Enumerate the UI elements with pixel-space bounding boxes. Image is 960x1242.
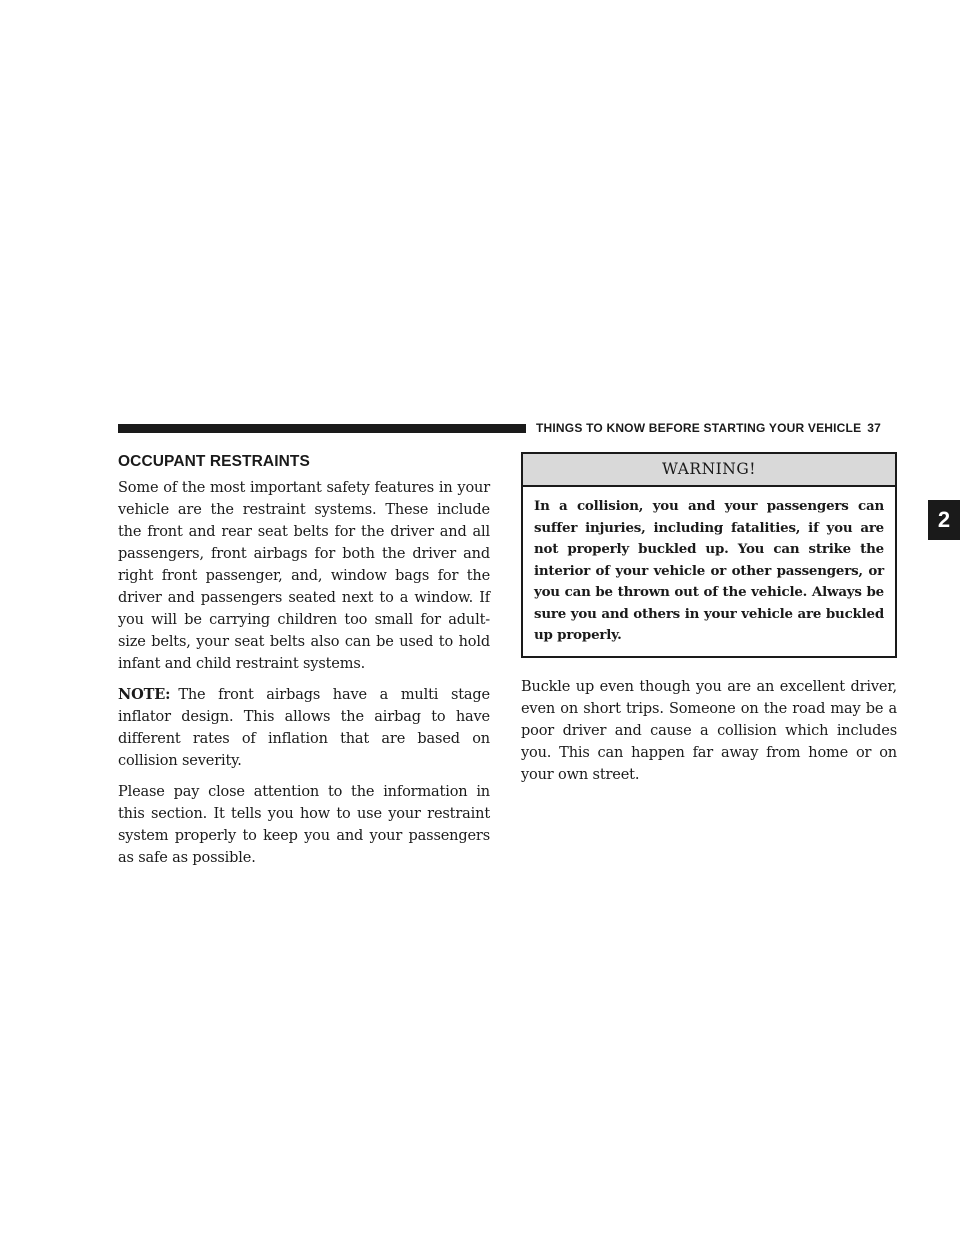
warning-box	[521, 452, 897, 658]
running-header-title: THINGS TO KNOW BEFORE STARTING YOUR VEHICLE	[536, 421, 862, 435]
left-column	[118, 452, 490, 878]
note-label: NOTE:	[118, 686, 171, 703]
attention-paragraph: Please pay close attention to the information in this section. It tells you how to use your restraint system properly to keep you and your passengers as safe as possible.	[118, 784, 490, 866]
chapter-tab: 2	[928, 500, 960, 540]
running-header	[536, 419, 896, 437]
note-text: The front airbags have a multi stage inflator design. This allows the airbag to have different rates of inflation that are based on collision severity.	[118, 687, 490, 769]
header-rule	[118, 424, 526, 433]
warning-title: WARNING!	[523, 454, 895, 487]
note-paragraph	[118, 684, 490, 772]
intro-paragraph: Some of the most important safety features in your vehicle are the restraint systems. These include the front and rear seat belts for the driver and all passengers, front airbags for both the driver and right front passenger, and, window bags for the driver and passengers seated next to a window. If you will be carrying children too small for adult-size belts, your seat belts also can be used to hold infant and child restraint systems.	[118, 480, 490, 672]
right-column	[521, 452, 897, 795]
warning-text: In a collision, you and your passengers can suffer injuries, including fatalities, if you are not properly buckled up. You can strike the interior of your vehicle or other passengers, or you can be thrown out of the vehicle. Always be sure you and others in your vehicle are buckled up properly.	[534, 498, 884, 643]
page-number: 37	[867, 421, 882, 435]
buckle-up-paragraph: Buckle up even though you are an excellent driver, even on short trips. Someone on the road may be a poor driver and cause a collision which includes you. This can happen far away from home or on your own street.	[521, 678, 897, 783]
section-title: OCCUPANT RESTRAINTS	[118, 453, 310, 470]
